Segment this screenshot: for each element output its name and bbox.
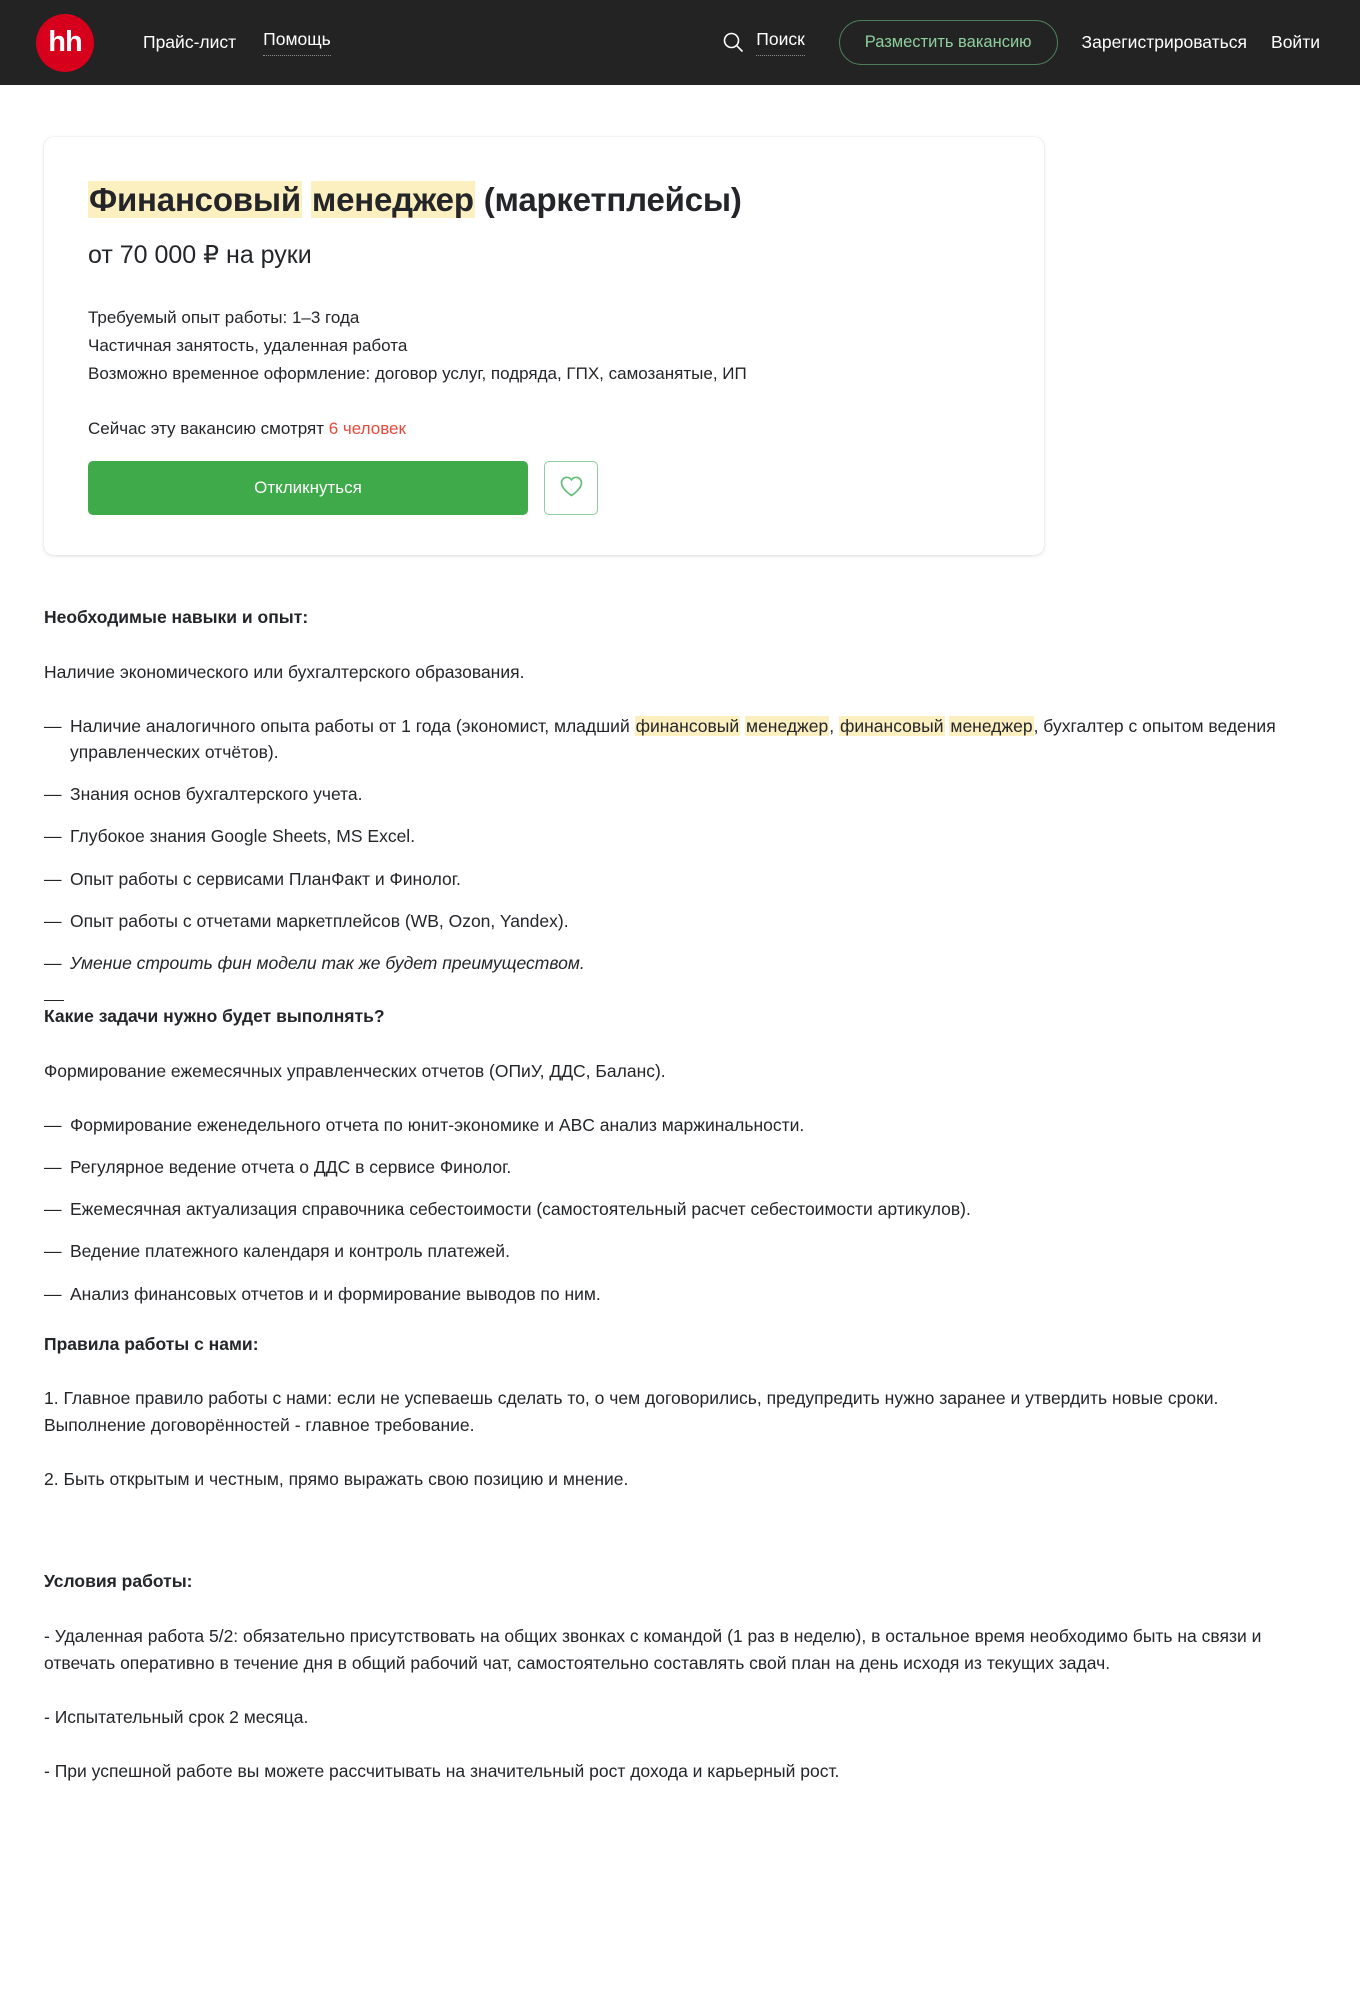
conditions-paragraph-1: - Удаленная работа 5/2: обязательно присутствовать на общих звонках с командой (1 раз в неделю), в остальное время необходимо быть на связи и отвечать оперативно в течение дня в общий рабочий чат, самостоятельно составлять свой план на день исходя из текущих задач. — [44, 1625, 1262, 1673]
viewers-count: 6 человек — [328, 419, 406, 439]
rules-paragraph-2: 2. Быть открытым и честным, прямо выражать свою позицию и мнение. — [44, 1469, 629, 1490]
primary-nav — [143, 29, 331, 56]
plain-text: Наличие аналогичного опыта работы от 1 года (экономист, младший — [70, 715, 635, 736]
plain-text: Знания основ бухгалтерского учета. — [70, 784, 363, 805]
plain-text: , бухгалтер с опытом ведения управленческих отчётов). — [70, 715, 1276, 762]
vacancy-meta — [88, 304, 1000, 388]
viewers-status — [88, 419, 1000, 439]
conditions-heading: Условия работы: — [44, 1571, 193, 1592]
post-vacancy-button[interactable]: Разместить вакансию — [839, 20, 1058, 64]
list-item — [44, 781, 1304, 807]
login-link[interactable]: Войти — [1271, 31, 1320, 52]
nav-link-help[interactable]: Помощь — [263, 29, 331, 56]
plain-text: Опыт работы с сервисами ПланФакт и Финолог. — [70, 868, 461, 889]
list-item — [44, 866, 1304, 892]
hh-logo[interactable] — [36, 14, 94, 72]
secondary-nav — [721, 20, 1320, 64]
apply-button[interactable]: Откликнуться — [88, 461, 528, 515]
tasks-heading: Какие задачи нужно будет выполнять? — [44, 1006, 385, 1027]
meta-experience: Требуемый опыт работы: 1–3 года — [88, 308, 360, 328]
rules-heading: Правила работы с нами: — [44, 1333, 259, 1354]
plain-text: Глубокое знания Google Sheets, MS Excel. — [70, 826, 416, 847]
list-item: — Формирование еженедельного отчета по юнит-экономике и ABC анализ маржинальности. — [44, 1112, 1304, 1138]
skills-list — [44, 713, 1304, 977]
list-item: — Ежемесячная актуализация справочника себестоимости (самостоятельный расчет себестоимости артикулов). — [44, 1196, 1304, 1222]
section-divider — [44, 1000, 64, 1001]
highlighted-text: менеджер — [746, 715, 829, 736]
list-item — [44, 950, 1304, 976]
meta-employment: Частичная занятость, удаленная работа — [88, 336, 408, 356]
hh-logo-text: hh — [48, 26, 82, 58]
list-item — [44, 908, 1304, 934]
skills-heading: Необходимые навыки и опыт: — [44, 607, 309, 628]
tasks-intro: Формирование ежемесячных управленческих отчетов (ОПиУ, ДДС, Баланс). — [44, 1060, 666, 1081]
list-item: — Ведение платежного календаря и контроль платежей. — [44, 1238, 1304, 1264]
search-label: Поиск — [756, 29, 805, 56]
list-item: — Регулярное ведение отчета о ДДС в сервисе Финолог. — [44, 1154, 1304, 1180]
conditions-paragraph-2: - Испытательный срок 2 месяца. — [44, 1706, 309, 1727]
search-icon — [721, 30, 745, 54]
viewers-prefix: Сейчас эту вакансию смотрят — [88, 419, 329, 439]
vacancy-description — [44, 604, 1304, 1785]
vacancy-actions — [88, 461, 1000, 515]
plain-text: Опыт работы с отчетами маркетплейсов (WB, Ozon, Yandex). — [70, 910, 569, 931]
highlighted-text: финансовый — [839, 715, 944, 736]
list-item — [44, 823, 1304, 849]
site-header — [0, 0, 1360, 85]
search-button[interactable] — [721, 29, 805, 56]
page-content — [0, 137, 1360, 1785]
rules-paragraph-1: 1. Главное правило работы с нами: если не успеваешь сделать то, о чем договорились, предупредить нужно заранее и утвердить новые сроки. Выполнение договорённостей - главное требование. — [44, 1388, 1219, 1436]
heart-icon — [559, 475, 584, 501]
tasks-list — [44, 1112, 1304, 1307]
list-item — [44, 713, 1304, 766]
plain-text: , — [829, 715, 839, 736]
highlighted-text: Финансовый — [89, 181, 301, 218]
conditions-paragraph-3: - При успешной работе вы можете рассчитывать на значительный рост дохода и карьерный рост. — [44, 1760, 840, 1781]
register-link[interactable]: Зарегистрироваться — [1081, 31, 1248, 52]
spacer — [44, 1520, 1304, 1568]
highlighted-text: финансовый — [635, 715, 740, 736]
vacancy-card — [44, 137, 1044, 555]
page-title — [88, 179, 1000, 220]
list-item: — Анализ финансовых отчетов и и формирование выводов по ним. — [44, 1281, 1304, 1307]
salary-text: от 70 000 ₽ на руки — [88, 241, 312, 270]
plain-text — [302, 181, 311, 218]
plain-text: (маркетплейсы) — [474, 181, 742, 218]
meta-contract: Возможно временное оформление: договор услуг, подряда, ГПХ, самозанятые, ИП — [88, 364, 747, 384]
highlighted-text: менеджер — [950, 715, 1033, 736]
favorite-button[interactable] — [544, 461, 598, 515]
skills-intro: Наличие экономического или бухгалтерского образования. — [44, 661, 525, 682]
plain-text: Умение строить фин модели так же будет преимуществом. — [70, 953, 585, 974]
nav-link-price-list[interactable]: Прайс-лист — [143, 32, 237, 52]
highlighted-text: менеджер — [311, 181, 474, 218]
